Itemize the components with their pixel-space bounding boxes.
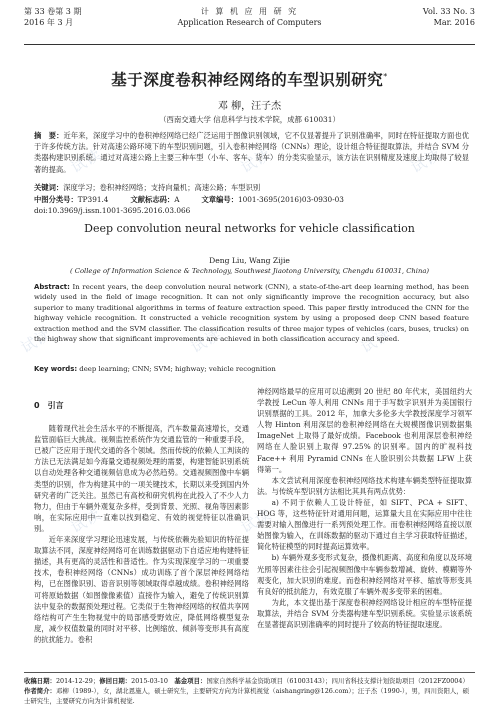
fund-label: 基金项目： bbox=[174, 677, 207, 685]
abstract-cn-label: 摘 要： bbox=[34, 131, 64, 140]
english-title: Deep convolution neural networks for vehicle classification bbox=[84, 222, 415, 235]
body-paragraph: 为此，本文提出基于深度卷积神经网络设计相应的车型特征提取算法，并结合 SVM 分类器构建车型识别系统。实验显示该系统在显著提高识别准确率的同时提升了较高的特征提取速度。 bbox=[257, 597, 472, 629]
body-paragraph: a) 不同于依赖人工设计特征，如 SIFT、PCA + SIFT、HOG 等，这些特征针对通用问题，运算量大且在实际应用中往往需要对输入图像进行一系列预处理工作。而卷积神经网络直接以原始图像为输入，在训练数据的驱动下通过自主学习获取特征描述，简化特征模型的同时提高运算效率。 bbox=[257, 497, 472, 552]
journal-name-en: Application Research of Computers bbox=[177, 18, 322, 27]
doc-code-value: A bbox=[174, 195, 180, 204]
watermark: 试读 bbox=[407, 505, 445, 537]
paper-affiliation: （西南交通大学 信息科学与技术学院，成都 610031） bbox=[159, 115, 340, 124]
doc-code-label: 文献标志码： bbox=[130, 195, 175, 204]
watermark: 试读 bbox=[17, 325, 55, 357]
bio-label: 作者简介： bbox=[24, 687, 56, 695]
watermark: 试读 bbox=[237, 145, 275, 177]
article-number-label: 文章编号： bbox=[201, 195, 238, 204]
body-paragraph: 本文尝试利用深度卷积神经网络技术构建车辆类型特征提取算法。与传统车型识别方法相比其具有两点优势： bbox=[257, 475, 472, 496]
clc-value: TP391.4 bbox=[77, 195, 109, 204]
received-date: 2014-12-29 bbox=[55, 677, 93, 685]
header-rule bbox=[24, 44, 475, 45]
paper-authors: 邓 柳，汪子杰 bbox=[217, 101, 282, 112]
bio-text: 邓柳（1989-），女，湖北恩施人，硕士研究生，主要研究方向为计算机视觉（aishangring@126.com）；汪子杰（1990-），男，四川资阳人，硕士研究生，主要研究方向为计算机视觉. bbox=[24, 687, 470, 705]
keywords-en-label: Key words: bbox=[34, 365, 78, 373]
keywords-cn-label: 关键词： bbox=[34, 183, 64, 192]
footnote: 收稿日期：2014-12-29；修回日期：2015-03-10 基金项目：国家自然科学基金资助项目（61003143）；四川省科技支撑计划资助项目（2012FZ0004） 作者简介：邓柳（1989-），女，湖北恩施人，硕士研究生，主要研究方向为计算机视觉（aishangring@126.com）；汪子杰（1990-），男，四川资阳人，硕士研究生，主要研究方向为计算机视觉. bbox=[24, 672, 475, 706]
clc-label: 中图分类号： bbox=[34, 195, 78, 204]
doi-line: doi:10.3969/j.issn.1001-3695.2016.03.066 bbox=[34, 206, 191, 215]
abstract-cn bbox=[34, 130, 469, 175]
watermark: 试读 bbox=[357, 325, 395, 357]
abstract-en-text: In recent years, the deep convolution neural network (CNN), a state-of-the-art deep learning method, has been widely used in the field of image recognition. It can not only significantly improve the recognition accuracy, but also superior to many traditional algorithms in terms of feature extraction speed. This paper firstly introduced the CNN for the highway vehicle recognition. It constructed a vehicle recognition system by using a proposed deep CNN based feature extraction method and the SVM classifier. The classification results of three major types of vehicles (cars, buses, trucks) on the highway show that significant improvements are achieved in both classification accuracy and speed. bbox=[34, 283, 469, 344]
abstract-cn-text: 近年来，深度学习中的卷积神经网络已经广泛运用于图像识别领域，它不仅显著提升了识别准确率，同时在特征提取方面也优于许多传统方法。针对高速公路环境下的车型识别问题，引入卷积神经网络（CNNs）理论，设计组合特征提取算法，并结合 SVM 分类器构建识别系统。通过对高速公路上主要三种车型（小车、客车、货车）的分类实验显示，该方法在识别精度及速度上均取得了较显著的提高。 bbox=[34, 131, 469, 174]
revised-label: 修回日期： bbox=[99, 677, 132, 685]
fund-text: 国家自然科学基金资助项目（61003143）；四川省科技支撑计划资助项目（2012FZ0004） bbox=[206, 677, 469, 685]
paper-title bbox=[0, 68, 499, 90]
title-footnote-mark: * bbox=[383, 71, 388, 81]
header-volume-cn: 第 33 卷第 3 期 bbox=[24, 7, 82, 16]
body-column-left bbox=[34, 386, 249, 645]
classification-line bbox=[34, 194, 469, 205]
header-journal bbox=[24, 6, 475, 28]
abstract-en bbox=[34, 282, 469, 344]
header-date-en: Mar. 2016 bbox=[433, 18, 475, 27]
header-date-cn: 2016 年 3 月 bbox=[24, 18, 74, 27]
keywords-cn bbox=[34, 182, 469, 193]
running-header bbox=[24, 6, 475, 46]
paper-title-text: 基于深度卷积神经网络的车型识别研究 bbox=[111, 71, 384, 89]
article-number-value: 1001-3695(2016)03-0930-03 bbox=[238, 195, 344, 204]
english-affiliation: ( College of Information Science & Technology, Southwest Jiaotong University, Chengdu 610031, China) bbox=[69, 267, 430, 275]
english-authors: Deng Liu, Wang Zijie bbox=[209, 256, 290, 265]
body-paragraph: b) 车辆外观多变形式复杂，摄像机距离、高度和角度以及环境光照等因素往往会引起视频图像中车辆参数增减、旋转、模糊等外观变化，加大识别的难度。而卷积神经网络对平移、缩放等形变具有良好的抵抗能力，有效克服了车辆外观多变带来的困难。 bbox=[257, 553, 472, 596]
watermark: 试读 bbox=[67, 505, 105, 537]
body-paragraph: 随着现代社会生活水平的不断提高，汽车数量高速增长，交通监管面临巨大挑战。视频监控系统作为交通监管的一种重要手段，已被广泛应用于现代交通的各个领域。然而传统的依赖人工判读的方法已无法满足如今海量交通视频处理的需要，构建智能识别系统以自动处理各种交通视频信息成为必然趋势。交通视频图像中车辆类型的识别，作为构建其中的一项关键技术，长期以来受到国内外研究者的广泛关注。虽然已有高校和研究机构在此投入了不少人力物力，但由于车辆外观复杂多样，受到背景、光照、视角等因素影响，在实际应用中一直难以找到稳定、有效的视觉特征以准确识别。 bbox=[34, 424, 249, 533]
received-label: 收稿日期： bbox=[24, 677, 56, 685]
header-issue-en bbox=[423, 6, 475, 28]
keywords-cn-text: 深度学习；卷积神经网络；支持向量机；高速公路；车型识别 bbox=[63, 183, 261, 192]
watermark: 试读 bbox=[187, 325, 225, 357]
body-column-right bbox=[257, 386, 472, 630]
abstract-en-label: Abstract: bbox=[34, 283, 70, 291]
watermark: 试读 bbox=[237, 505, 275, 537]
watermark: 试读 bbox=[67, 145, 105, 177]
header-volume-en: Vol. 33 No. 3 bbox=[422, 7, 475, 16]
journal-name-cn: 计 算 机 应 用 研 究 bbox=[200, 7, 299, 16]
keywords-en bbox=[34, 364, 469, 374]
revised-date: 2015-03-10 bbox=[131, 677, 169, 685]
body-paragraph: 近年来深度学习理论迅速发展，与传统依赖先验知识的特征提取算法不同，深度神经网络可在训练数据驱动下自适应地构建特征描述，具有更高的灵活性和普适性。作为实现深度学习的一项重要技术，卷积神经网络（CNNs）成功训练了首个深层神经网络结构，已在图像识别、语音识别等领域取得卓越成绩。卷积神经网络可将原始数据（如图像像素值）直接作为输入，避免了传统识别算法中复杂的数据预处理过程。它类似于生物神经网络的权值共享网络结构可产生生物视觉中的局部感受野效应，降低网络模型复杂度，减少权值数量的同时对平移、比例缩放、倾斜等变形具有高度的抗扰能力。卷积 bbox=[34, 535, 249, 644]
body-paragraph: 神经网络最早的应用可以追溯到 20 世纪 80 年代末，美国纽约大学教授 LeCun 等人利用 CNNs 用于手写数字识别并为美国银行识别票据的工具。2012 年，加拿大多伦多大学教授深度学习领军人物 Hinton 利用深层的卷积神经网络在大规模图像识别数据集 ImageNet 上取得了最好成绩。Facebook 也利用深层卷积神经网络在人脸识别上取得 97.25% 的识别率。国内的旷视科技 Face++ 利用 Pyramid CNNs 在人脸识别公共数据 LFW 上获得第一。 bbox=[257, 387, 472, 474]
watermark: 试读 bbox=[407, 145, 445, 177]
section-heading: 0 引言 bbox=[34, 401, 64, 410]
keywords-en-text: deep learning; CNN; SVM; highway; vehicle recognition bbox=[79, 365, 276, 373]
